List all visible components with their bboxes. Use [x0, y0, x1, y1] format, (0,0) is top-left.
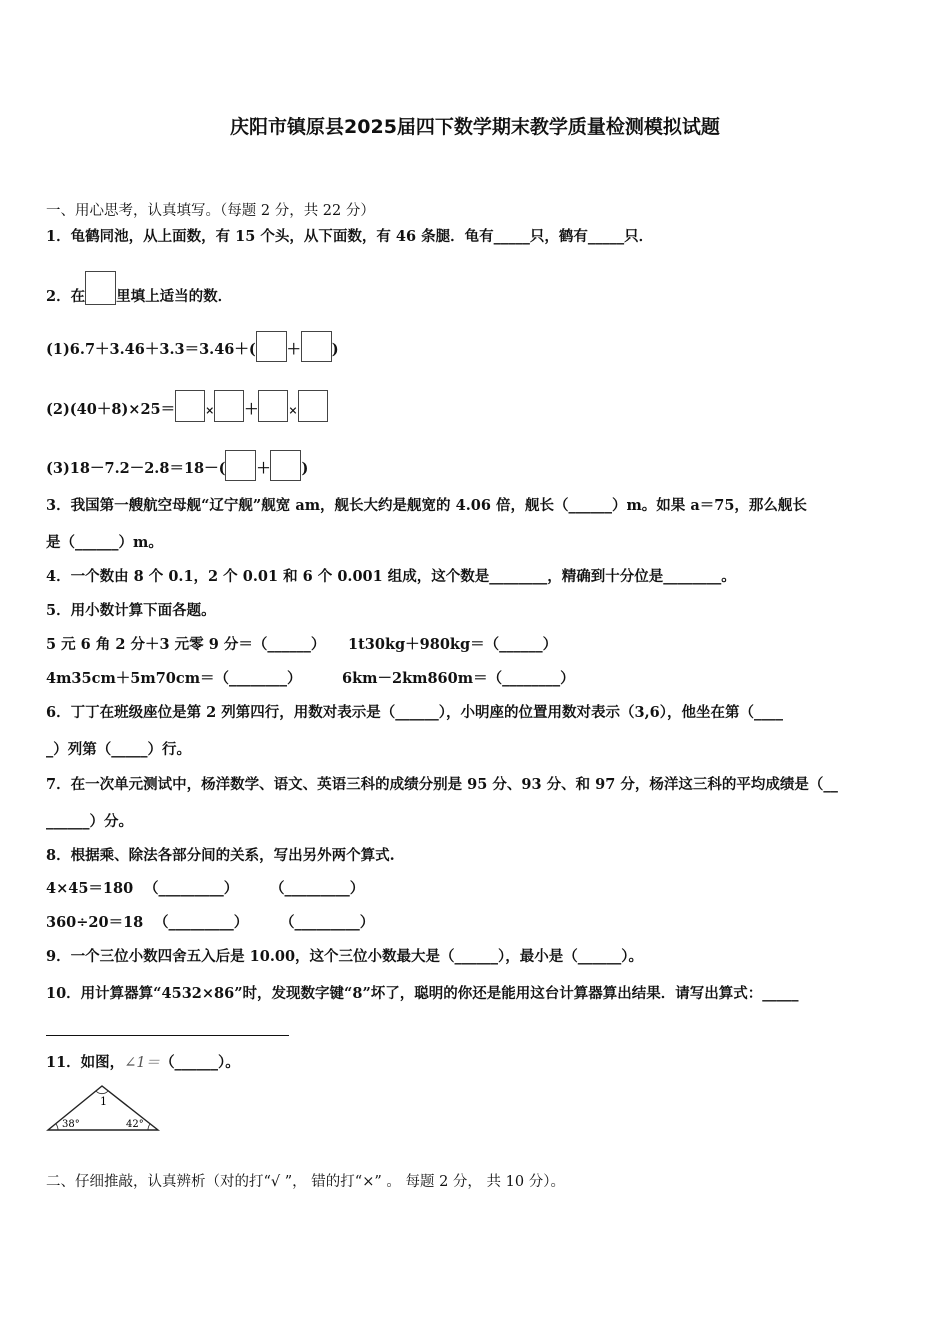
answer-box[interactable]	[256, 331, 287, 362]
triangle-label-left: 38°	[62, 1119, 80, 1130]
question-2	[46, 271, 232, 307]
times-sign: ×	[288, 404, 298, 417]
question-3-line-1: 3．我国第一艘航空母舰“辽宁舰”舰宽 am，舰长大约是舰宽的 4.06 倍，舰长（______）m。如果 a＝75，那么舰长	[46, 497, 807, 514]
question-9: 9．一个三位小数四舍五入后是 10.00，这个三位小数最大是（______），最小是（______）。	[46, 948, 644, 965]
section-1-heading: 一、用心思考，认真填写。（每题 2 分，共 22 分）	[46, 203, 375, 219]
question-8-b-blank-1[interactable]: （_________）	[154, 914, 249, 931]
angle-label: ∠1＝	[124, 1055, 161, 1071]
question-7-line-2: ______）分。	[46, 813, 133, 830]
close-paren: )	[301, 460, 309, 477]
question-2-part-3	[46, 450, 308, 481]
question-8: 8．根据乘、除法各部分间的关系，写出另外两个算式.	[46, 847, 395, 864]
question-5-c: 4m35cm＋5m70cm＝（________）	[46, 670, 302, 687]
question-5-a: 5 元 6 角 2 分＋3 元零 9 分＝（______）	[46, 636, 326, 653]
times-sign: ×	[205, 404, 215, 417]
answer-box[interactable]	[258, 390, 288, 422]
q2-p1-text: (1)6.7＋3.46＋3.3＝3.46＋(	[46, 341, 256, 358]
plus-sign: ＋	[256, 461, 271, 477]
question-6-line-1: 6．丁丁在班级座位是第 2 列第四行，用数对表示是（______），小明座的位置用数对表示（3,6），他坐在第（____	[46, 704, 783, 721]
plus-sign: ＋	[244, 402, 259, 418]
question-8-a: 4×45＝180	[46, 880, 134, 897]
triangle-label-right: 42°	[126, 1119, 144, 1130]
q11-blank[interactable]: （______）。	[160, 1054, 240, 1071]
answer-box[interactable]	[298, 390, 328, 422]
triangle-label-top: 1	[100, 1095, 107, 1108]
page-title: 庆阳市镇原县2025届四下数学期末教学质量检测模拟试题	[230, 116, 720, 138]
answer-box[interactable]	[175, 390, 205, 422]
answer-box[interactable]	[214, 390, 244, 422]
plus-sign: ＋	[286, 342, 301, 358]
q2-pre: 2．在	[46, 288, 86, 305]
answer-box[interactable]	[225, 450, 256, 481]
question-8-b: 360÷20＝18	[46, 914, 144, 931]
question-8-b-blank-2[interactable]: （_________）	[280, 914, 375, 931]
question-5: 5．用小数计算下面各题。	[46, 602, 216, 619]
top-angle-arc	[96, 1091, 108, 1094]
question-2-part-1	[46, 331, 339, 362]
question-3-line-2: 是（______）m。	[46, 534, 163, 551]
question-6-line-2: _）列第（_____）行。	[46, 741, 191, 758]
left-angle-arc	[56, 1124, 58, 1130]
triangle-figure	[44, 1084, 162, 1134]
q11-pre: 11．如图，	[46, 1054, 125, 1071]
question-2-part-2	[46, 390, 328, 422]
right-angle-arc	[148, 1124, 150, 1130]
answer-box[interactable]	[301, 331, 332, 362]
question-5-b: 1t30kg＋980kg＝（______）	[348, 636, 558, 653]
answer-underline[interactable]	[46, 1035, 289, 1036]
question-1: 1．龟鹤同池，从上面数，有 15 个头，从下面数，有 46 条腿．龟有_____只，鹤有_____只．	[46, 228, 654, 245]
answer-box[interactable]	[270, 450, 301, 481]
question-11	[46, 1053, 240, 1073]
question-4: 4．一个数由 8 个 0.1，2 个 0.01 和 6 个 0.001 组成，这个数是________，精确到十分位是________。	[46, 568, 736, 585]
question-10: 10．用计算器算“4532×86”时，发现数字键“8”坏了，聪明的你还是能用这台计算器算出结果．请写出算式：_____	[46, 985, 799, 1002]
q2-p3-text: (3)18－7.2－2.8＝18－(	[46, 460, 226, 477]
question-7-line-1: 7．在一次单元测试中，杨洋数学、语文、英语三科的成绩分别是 95 分、93 分、和 97 分，杨洋这三科的平均成绩是（__	[46, 776, 838, 793]
q2-p2-text: (2)(40＋8)×25＝	[46, 401, 176, 418]
question-8-a-blank-1[interactable]: （_________）	[144, 880, 239, 897]
question-8-a-blank-2[interactable]: （_________）	[270, 880, 365, 897]
close-paren: )	[331, 341, 339, 358]
answer-box[interactable]	[85, 271, 116, 305]
section-2-heading: 二、仔细推敲，认真辨析（对的打“√ ”， 错的打“×” 。 每题 2 分， 共 10 分）。	[46, 1174, 565, 1190]
question-5-d: 6km－2km860m＝（________）	[342, 670, 575, 687]
q2-post: 里填上适当的数．	[116, 288, 233, 305]
